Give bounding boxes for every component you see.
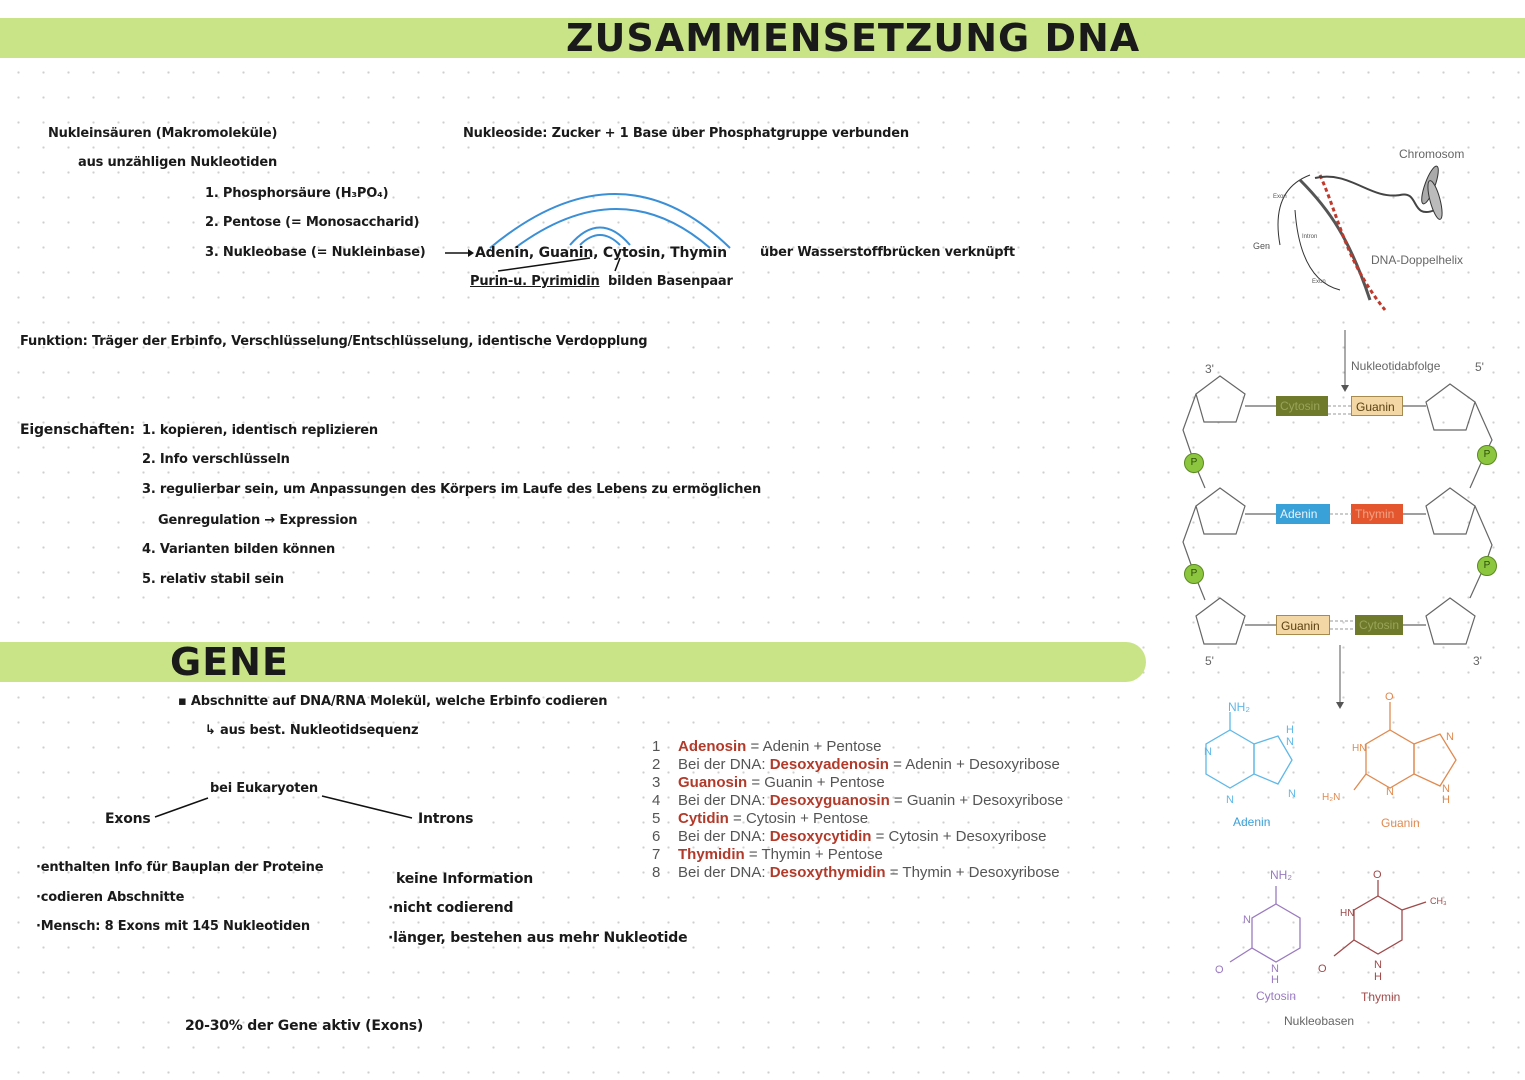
list-item: 8 Bei der DNA: Desoxythymidin = Thymin + Desoxyribose (652, 864, 1060, 881)
arc-small-1 (570, 228, 630, 246)
pair-2-left: Adenin (1276, 504, 1330, 524)
gene-title: GENE (170, 640, 289, 684)
list-item: 1 Adenosin = Adenin + Pentose (652, 738, 882, 755)
guanin-nh2: H₂N (1322, 792, 1341, 803)
introns-point-2: ·nicht codierend (388, 900, 514, 916)
list-item: 3 Guanosin = Guanin + Pentose (652, 774, 885, 791)
exons-point-1: ·enthalten Info für Bauplan der Proteine (36, 860, 324, 875)
cytosin-nh2: NH₂ (1270, 868, 1292, 882)
sugar-right-2 (1426, 488, 1475, 534)
gen-label: Gen (1253, 241, 1271, 251)
guanin-n9: N (1442, 783, 1450, 795)
guanin-h9: H (1442, 794, 1450, 806)
intron-label: Intron (1302, 234, 1318, 240)
branch-introns (322, 796, 412, 818)
wasserstoff-text: über Wasserstoffbrücken verknüpft (760, 245, 1015, 260)
exons-point-3: ·Mensch: 8 Exons mit 145 Nukleotiden (36, 919, 310, 934)
list-item: 4 Bei der DNA: Desoxyguanosin = Guanin + Desoxyribose (652, 792, 1064, 809)
phosphate-left-2: P (1184, 564, 1204, 584)
sugar-left-2 (1196, 488, 1245, 534)
adenin-h9: H (1286, 724, 1294, 736)
helix-diagram (1240, 150, 1500, 330)
nukleinsaeuren-heading: Nukleinsäuren (Makromoleküle) (48, 126, 278, 141)
adenin-n1: N (1204, 746, 1212, 758)
cytosin-n3: N (1243, 914, 1251, 926)
eigenschaft-2: 2. Info verschlüsseln (142, 452, 290, 467)
list-item: 7 Thymidin = Thymin + Pentose (652, 846, 883, 863)
gene-definition-2: ↳ aus best. Nukleotidsequenz (205, 723, 419, 738)
five-prime-bottom: 5' (1205, 654, 1214, 668)
sugar-right-1 (1426, 384, 1475, 430)
thymin-h1: H (1374, 971, 1382, 983)
introns-point-1: keine Information (396, 871, 534, 887)
gene-aktiv: 20-30% der Gene aktiv (Exons) (185, 1018, 424, 1034)
three-prime-top: 3' (1205, 362, 1214, 376)
doppelhelix-label: DNA-Doppelhelix (1371, 253, 1464, 267)
eigenschaft-5: 5. relativ stabil sein (142, 572, 284, 587)
pair-3-left: Guanin (1276, 615, 1330, 635)
guanin-hn1: HN (1352, 743, 1367, 754)
eigenschaft-4: 4. Varianten bilden können (142, 542, 336, 557)
funktion-line: Funktion: Träger der Erbinfo, Verschlüsselung/Entschlüsselung, identische Verdopplung (20, 334, 648, 349)
sugar-right-3 (1426, 598, 1475, 644)
nukleobasen-label: Nukleobasen (1284, 1014, 1355, 1028)
cytosin-n1: N (1271, 963, 1279, 975)
bases-list: Adenin, Guanin, Cytosin, Thymin (475, 245, 727, 261)
arrow-head (468, 249, 474, 257)
helix-strand-2 (1320, 175, 1385, 310)
cytosin-label: Cytosin (1256, 989, 1297, 1003)
list-item: 5 Cytidin = Cytosin + Pentose (652, 810, 869, 827)
nukleotide-line: aus unzähligen Nukleotiden (78, 155, 278, 170)
pair-3-right: Cytosin (1355, 615, 1403, 635)
chromosom-label: Chromosom (1399, 147, 1465, 161)
chromatin-fiber (1315, 177, 1435, 212)
thymin-ch3: CH₃ (1430, 896, 1447, 906)
adenin-n7: N (1288, 788, 1296, 800)
phosphate-left-1: P (1184, 453, 1204, 473)
adenin-n9: N (1286, 736, 1294, 748)
hydrogen-bonds (1320, 400, 1360, 640)
exon-label-2: Exon (1312, 279, 1326, 285)
thymin-o2: O (1318, 963, 1327, 975)
thymin-n1: N (1374, 959, 1382, 971)
component-1: 1. Phosphorsäure (H₃PO₄) (205, 186, 389, 201)
guanin-structure (1354, 702, 1456, 790)
gene-definition: ▪ Abschnitte auf DNA/RNA Molekül, welche Erbinfo codieren (178, 694, 608, 709)
adenin-n3: N (1226, 794, 1234, 806)
guanin-o6: O (1385, 691, 1394, 703)
branch-exons (155, 798, 208, 817)
component-2: 2. Pentose (= Monosaccharid) (205, 215, 420, 230)
adenin-structure (1206, 712, 1292, 788)
introns-label: Introns (418, 811, 474, 827)
cytosin-o2: O (1215, 964, 1224, 976)
guanin-n7: N (1446, 731, 1454, 743)
basenpaar-text: bilden Basenpaar (608, 274, 733, 289)
pair-2-right: Thymin (1351, 504, 1403, 524)
genregulation: Genregulation → Expression (158, 513, 358, 528)
page-title: ZUSAMMENSETZUNG DNA (566, 16, 1141, 60)
purin-text: Purin-u. Pyrimidin (470, 274, 600, 289)
pair-1-right: Guanin (1351, 396, 1403, 416)
arc-small-2 (580, 235, 620, 245)
helix-strand-1 (1300, 180, 1370, 300)
pair-1-left: Cytosin (1276, 396, 1328, 416)
exon-label-1: Exon (1273, 194, 1287, 200)
exons-point-2: ·codieren Abschnitte (36, 890, 185, 905)
eigenschaften-label: Eigenschaften: (20, 422, 135, 438)
component-3: 3. Nukleobase (= Nukleinbase) (205, 245, 426, 260)
exons-label: Exons (105, 811, 151, 827)
list-item: 6 Bei der DNA: Desoxycytidin = Cytosin + Desoxyribose (652, 828, 1047, 845)
list-item: 2 Bei der DNA: Desoxyadenosin = Adenin + Desoxyribose (652, 756, 1060, 773)
phosphate-right-2: P (1477, 556, 1497, 576)
adenin-label: Adenin (1233, 815, 1271, 829)
eigenschaft-3: 3. regulierbar sein, um Anpassungen des Körpers im Laufe des Lebens zu ermöglichen (142, 482, 762, 497)
backbone-left-3 (1183, 506, 1196, 573)
five-prime-top: 5' (1475, 360, 1484, 374)
guanin-n3: N (1386, 786, 1394, 798)
sugar-left-3 (1196, 598, 1245, 644)
phosphate-right-1: P (1477, 445, 1497, 465)
nukleotidabfolge-label: Nukleotidabfolge (1351, 359, 1441, 373)
thymin-label: Thymin (1361, 990, 1401, 1004)
sugar-left-1 (1196, 376, 1245, 422)
cytosin-h1: H (1271, 974, 1279, 986)
arc-inner (515, 209, 710, 248)
eigenschaft-1: 1. kopieren, identisch replizieren (142, 423, 378, 438)
nucleobase-structures (1190, 690, 1490, 1010)
three-prime-bottom: 3' (1473, 654, 1482, 668)
thymin-o4: O (1373, 869, 1382, 881)
eukaryoten-label: bei Eukaryoten (210, 781, 318, 796)
backbone-left-1 (1183, 394, 1196, 462)
adenin-nh2: NH₂ (1228, 700, 1250, 714)
nukleoside-definition: Nukleoside: Zucker + 1 Base über Phosphatgruppe verbunden (463, 126, 909, 141)
eukaryoten-branches (150, 790, 420, 825)
thymin-hn3: HN (1340, 908, 1355, 919)
introns-point-3: ·länger, bestehen aus mehr Nukleotide (388, 930, 688, 946)
guanin-label: Guanin (1381, 816, 1420, 830)
cytosin-structure (1230, 886, 1300, 962)
